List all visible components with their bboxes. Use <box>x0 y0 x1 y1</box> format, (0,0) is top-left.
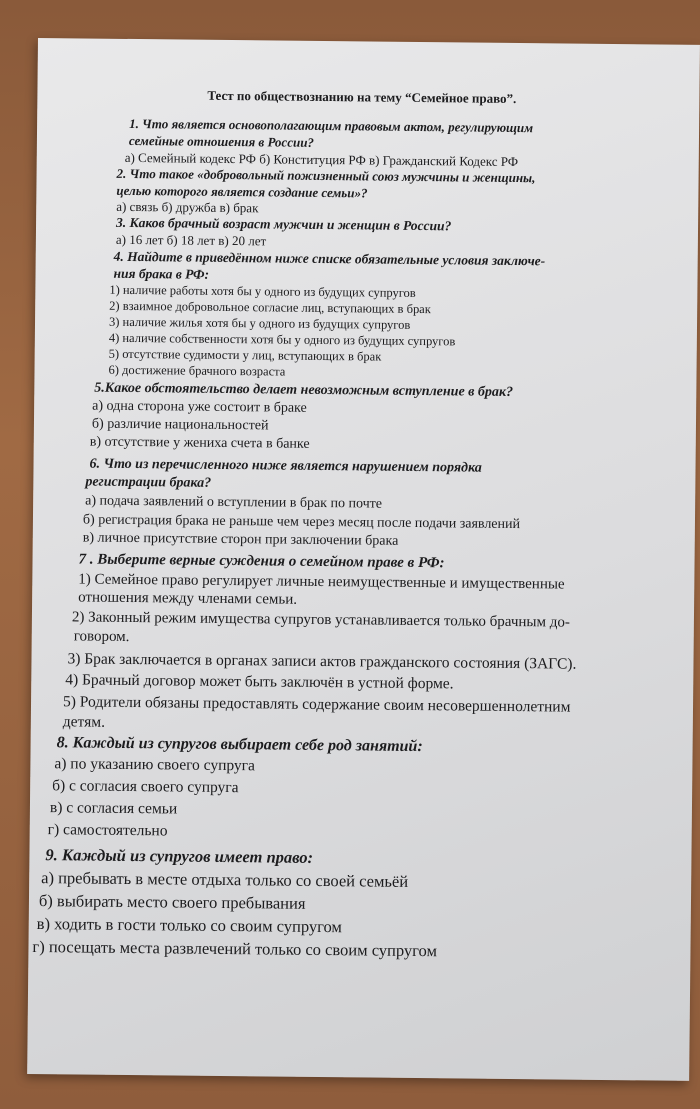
answer-option: 3) наличие жилья хотя бы у одного из будущих супругов <box>108 314 411 332</box>
answer-option: а) пребывать в месте отдыха только со своей семьёй <box>41 868 409 891</box>
answer-option: а) по указанию своего супруга <box>54 755 256 775</box>
question-text: ния брака в РФ: <box>113 265 210 282</box>
question-text: целью которого является создание семьи»? <box>116 182 368 201</box>
answer-option: 4) Брачный договор может быть заключён в устной форме. <box>65 671 454 693</box>
answer-option: в) отсутствие у жениха счета в банке <box>89 434 310 452</box>
answer-option: говором. <box>73 628 130 645</box>
answer-option: г) самостоятельно <box>47 821 168 840</box>
question-text: 3. Каков брачный возраст мужчин и женщин в России? <box>115 214 452 234</box>
question-text: 9. Каждый из супругов имеет право: <box>45 845 314 867</box>
answer-option: б) с согласия своего супруга <box>52 777 239 797</box>
question-text: регистрации брака? <box>85 474 212 491</box>
answer-option: 3) Брак заключается в органах записи актов гражданского состояния (ЗАГС). <box>67 650 577 673</box>
answer-option: 1) наличие работы хотя бы у одного из будущих супругов <box>109 282 416 300</box>
answer-option: 2) взаимное добровольное согласие лиц, вступающих в брак <box>109 298 431 317</box>
test-paper <box>27 38 700 1081</box>
answer-option: 6) достижение брачного возраста <box>108 362 286 379</box>
question-text: 6. Что из перечисленного ниже является нарушением порядка <box>89 456 482 476</box>
answer-option: 2) Законный режим имущества супругов устанавливается только брачным до- <box>71 609 571 631</box>
answer-option: детям. <box>62 713 106 731</box>
question-text: 7 . Выберите верные суждения о семейном праве в РФ: <box>78 551 445 572</box>
answer-option: б) регистрация брака не раньше чем через месяц после подачи заявлений <box>82 512 521 533</box>
answer-option: отношения между членами семьи. <box>78 589 298 608</box>
answer-option: 4) наличие собственности хотя бы у одного из будущих супругов <box>108 330 456 349</box>
answer-option: 5) Родители обязаны предоставлять содержание своим несовершеннолетним <box>62 693 571 716</box>
answer-option: а) связь б) дружба в) брак <box>116 198 259 216</box>
answer-option: а) одна сторона уже состоит в браке <box>92 398 307 416</box>
answer-option: 1) Семейное право регулирует личные неимущественные и имущественные <box>78 571 565 593</box>
page-title: Тест по обществознанию на тему “Семейное право”. <box>207 87 517 107</box>
answer-option: б) выбирать место своего пребывания <box>38 891 306 913</box>
answer-option: в) с согласия семьи <box>49 799 178 818</box>
question-text: 5.Какое обстоятельство делает невозможным вступление в брак? <box>94 380 514 400</box>
question-text: 1. Что является основополагающим правовым актом, регулирующим <box>129 115 534 136</box>
answer-option: а) подача заявлений о вступлении в брак по почте <box>85 493 383 512</box>
answer-option: в) личное присутствие сторон при заключении брака <box>82 530 399 549</box>
question-text: семейные отношения в России? <box>128 132 315 150</box>
answer-option: б) различие национальностей <box>91 416 269 434</box>
question-text: 2. Что такое «добровольный пожизненный союз мужчины и женщины, <box>116 165 536 186</box>
question-text: 4. Найдите в приведённом ниже списке обязательные условия заключе- <box>113 248 546 269</box>
answer-option: а) Семейный кодекс РФ б) Конституция РФ в) Гражданский Кодекс РФ <box>124 149 519 170</box>
answer-option: 5) отсутствие судимости у лиц, вступающих в брак <box>108 346 382 364</box>
question-text: 8. Каждый из супругов выбирает себе род занятий: <box>56 734 423 756</box>
answer-option: г) посещать места развлечений только со своим супругом <box>32 936 438 961</box>
answer-option: в) ходить в гости только со своим супругом <box>36 914 343 937</box>
answer-option: а) 16 лет б) 18 лет в) 20 лет <box>115 231 267 249</box>
